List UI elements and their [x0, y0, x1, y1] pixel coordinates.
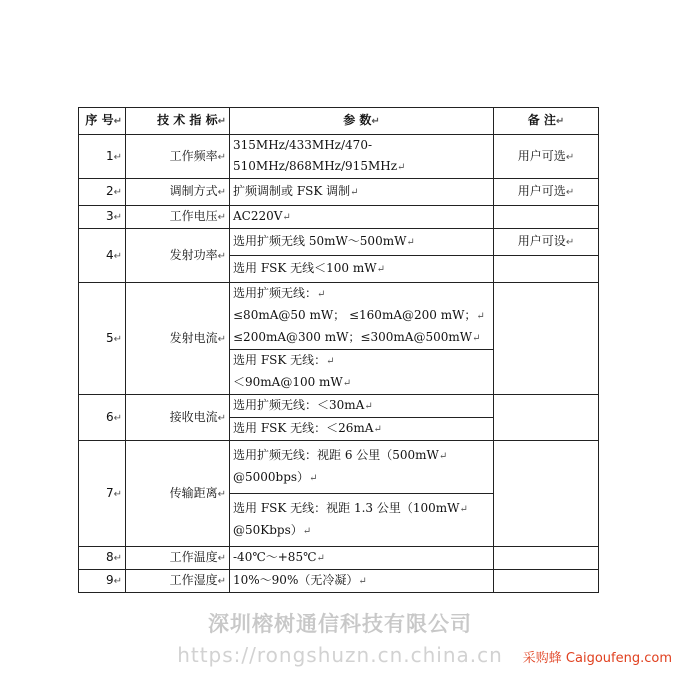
row-no-text: 1: [105, 148, 114, 163]
row-note: [494, 395, 599, 441]
row-item: [126, 570, 230, 593]
row-note-text: 用户可选: [517, 184, 566, 198]
row-param: [230, 179, 494, 206]
para-mark: ↵: [326, 356, 335, 367]
row-note-text: 用户可选: [517, 148, 566, 163]
row-item: [126, 547, 230, 570]
row-param: [230, 570, 494, 593]
row-no-text: 8: [105, 550, 114, 564]
row-no-text: 2: [105, 184, 114, 198]
table-row: [79, 441, 599, 494]
header-item: 技 术 指 标↵: [126, 108, 230, 135]
para-mark: ↵: [113, 412, 122, 424]
para-mark: ↵: [565, 151, 575, 163]
para-mark: ↵: [316, 553, 325, 564]
para-mark: ↵: [565, 187, 575, 198]
row-no-text: 9: [105, 573, 114, 587]
param-line: ≤200mA@300 mW；≤300mA@500mW: [233, 330, 473, 344]
row-item: [126, 179, 230, 206]
param-line: AC220V: [233, 209, 283, 223]
row-item: [126, 206, 230, 229]
table-row: [79, 547, 599, 570]
row-no: [79, 229, 126, 283]
param-line: 315MHz/433MHz/470-510MHz/868MHz/915MHz: [233, 138, 398, 173]
row-param: [230, 441, 494, 494]
row-item: [126, 135, 230, 179]
row-no: [79, 547, 126, 570]
para-mark: ↵: [217, 553, 226, 564]
para-mark: ↵: [317, 289, 326, 300]
row-no: [79, 570, 126, 593]
param-line: 10%～90%（无冷凝）: [233, 573, 359, 587]
row-param: [230, 418, 494, 441]
row-param: [230, 395, 494, 418]
row-no: [79, 206, 126, 229]
para-mark: ↵: [217, 250, 226, 262]
row-no-text: 4: [105, 247, 114, 262]
table-row: [79, 135, 599, 179]
row-item-text: 发射电流: [169, 330, 218, 345]
row-param: [230, 494, 494, 547]
para-mark: ↵: [476, 311, 485, 322]
row-item-text: 传输距离: [169, 485, 218, 500]
param-line: 选用 FSK 无线：视距 1.3 公里（100mW: [233, 501, 460, 515]
row-item: [126, 395, 230, 441]
para-mark: ↵: [217, 576, 226, 587]
table-row: [79, 395, 599, 418]
row-no: [79, 395, 126, 441]
para-mark: ↵: [217, 151, 226, 163]
para-mark: ↵: [113, 488, 122, 500]
para-mark: ↵: [113, 333, 122, 345]
para-mark: ↵: [217, 187, 226, 198]
param-line: 选用扩频无线 50mW～500mW: [233, 234, 407, 248]
row-param: [230, 206, 494, 229]
para-mark: ↵: [113, 553, 122, 564]
table-row: [79, 206, 599, 229]
table-row: [79, 570, 599, 593]
row-param: [230, 135, 494, 179]
row-item-text: 工作频率: [169, 148, 218, 163]
param-line: ＜90mA@100 mW: [233, 375, 343, 389]
para-mark: ↵: [342, 378, 352, 389]
row-item-text: 工作温度: [169, 550, 218, 564]
row-no: [79, 179, 126, 206]
para-mark: ↵: [565, 237, 575, 248]
watermark-company: 深圳榕树通信科技有限公司: [208, 612, 472, 636]
para-mark: ↵: [406, 237, 415, 248]
param-line: ≤80mA@50 mW； ≤160mA@200 mW；: [233, 308, 477, 322]
row-item-text: 发射功率: [169, 247, 218, 262]
para-mark: ↵: [113, 212, 122, 223]
header-row: [79, 108, 599, 135]
row-note: [494, 570, 599, 593]
para-mark: ↵: [397, 162, 406, 173]
para-mark: ↵: [373, 424, 382, 435]
row-param: [230, 283, 494, 350]
param-line: -40℃～+85℃: [233, 550, 317, 564]
param-line: 选用扩频无线：＜30mA: [233, 398, 365, 412]
param-line: 选用扩频无线：视距 6 公里（500mW: [233, 448, 439, 462]
table-row: [79, 229, 599, 256]
header-param: 参 数↵: [230, 108, 494, 135]
para-mark: ↵: [350, 187, 359, 198]
row-item: [126, 229, 230, 283]
para-mark: ↵: [217, 488, 226, 500]
para-mark: ↵: [309, 473, 318, 484]
para-mark: ↵: [472, 333, 481, 344]
para-mark: ↵: [358, 576, 367, 587]
row-note: [494, 179, 599, 206]
row-item-text: 接收电流: [169, 409, 218, 424]
brand-logo-text: 采购蜂 Caigoufeng.com: [522, 651, 672, 666]
para-mark: ↵: [459, 504, 468, 515]
table-row: [79, 283, 599, 350]
row-param: [230, 229, 494, 256]
param-line: 选用扩频无线：: [233, 286, 318, 300]
row-param: [230, 350, 494, 395]
header-no: 序 号↵: [79, 108, 126, 135]
para-mark: ↵: [217, 333, 226, 345]
row-note: [494, 283, 599, 395]
row-note: [494, 547, 599, 570]
row-note: [494, 206, 599, 229]
row-item-text: 工作湿度: [169, 573, 218, 587]
row-note: [494, 229, 599, 256]
row-note: [494, 441, 599, 547]
row-param: [230, 547, 494, 570]
header-note: 备 注↵: [494, 108, 599, 135]
para-mark: ↵: [113, 151, 122, 163]
param-line: 选用 FSK 无线：: [233, 353, 327, 367]
para-mark: ↵: [364, 401, 373, 412]
row-note-text: 用户可设: [517, 234, 566, 248]
row-no: [79, 441, 126, 547]
spec-table: [78, 107, 599, 593]
row-item-text: 调制方式: [169, 184, 218, 198]
para-mark: ↵: [113, 187, 122, 198]
watermark-url: https://rongshuzn.cn.china.cn: [177, 643, 503, 667]
para-mark: ↵: [217, 412, 226, 424]
row-no-text: 5: [105, 330, 114, 345]
para-mark: ↵: [113, 576, 122, 587]
para-mark: ↵: [113, 250, 122, 262]
row-no: [79, 135, 126, 179]
row-note: [494, 135, 599, 179]
row-item: [126, 441, 230, 547]
para-mark: ↵: [302, 526, 312, 537]
row-item-text: 工作电压: [169, 209, 218, 223]
para-mark: ↵: [376, 264, 385, 275]
param-line: 选用 FSK 无线＜100 mW: [233, 261, 377, 275]
para-mark: ↵: [217, 212, 226, 223]
row-no: [79, 283, 126, 395]
param-line: 扩频调制或 FSK 调制: [233, 184, 351, 198]
param-line: @50Kbps）: [233, 523, 303, 537]
param-line: @5000bps）: [233, 470, 310, 484]
row-param: [230, 256, 494, 283]
param-line: 选用 FSK 无线：＜26mA: [233, 421, 374, 435]
row-no-text: 7: [105, 485, 114, 500]
table-row: [79, 179, 599, 206]
row-no-text: 6: [105, 409, 114, 424]
para-mark: ↵: [282, 212, 291, 223]
row-item: [126, 283, 230, 395]
row-no-text: 3: [105, 209, 114, 223]
para-mark: ↵: [438, 451, 448, 462]
row-note-empty: [494, 256, 599, 283]
